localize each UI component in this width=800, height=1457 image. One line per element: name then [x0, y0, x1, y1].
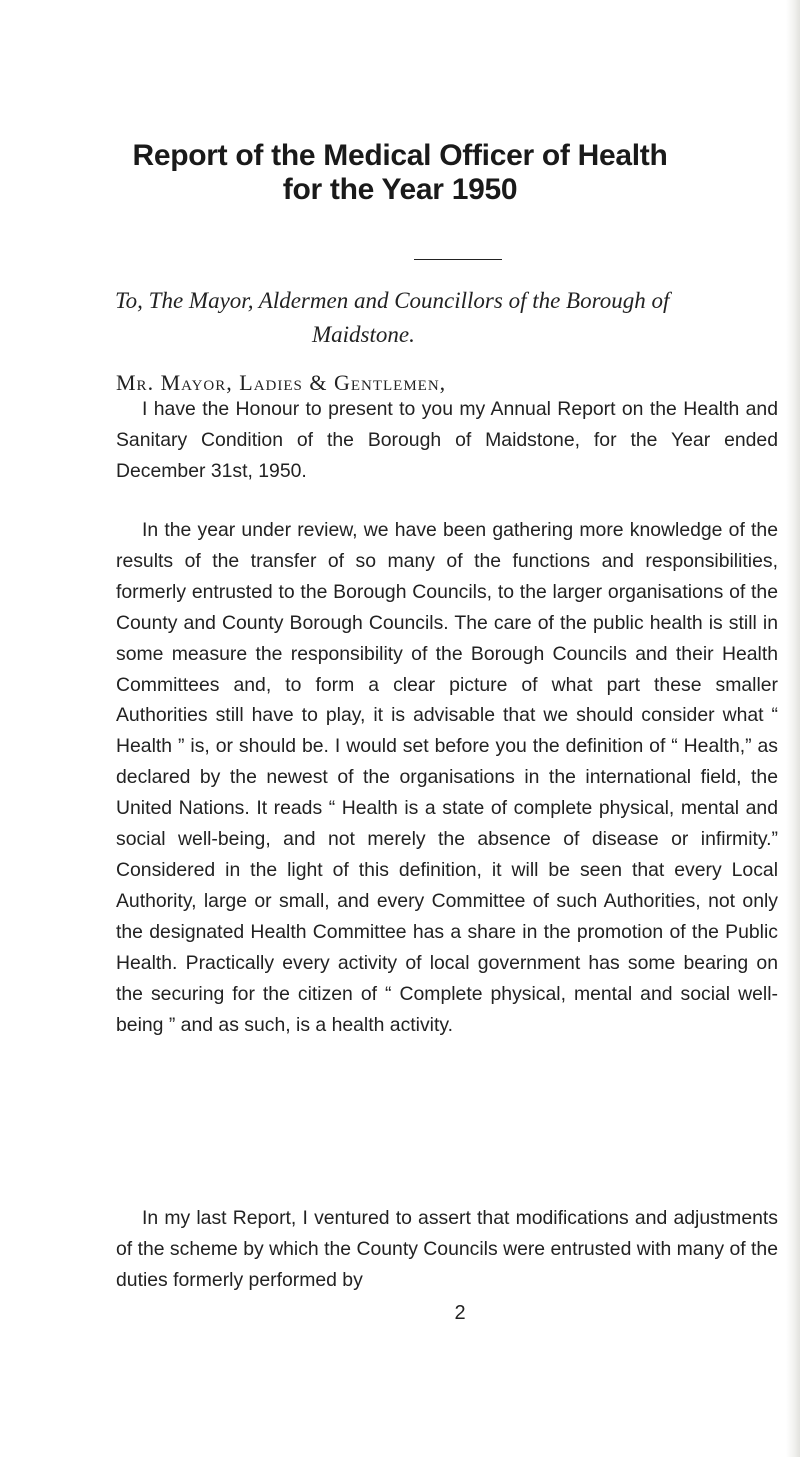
paragraph-last-report: In my last Report, I ventured to assert that modifications and adjustments of the scheme by which the County Councils were entrusted with many of the duties formerly performed by: [116, 1207, 778, 1291]
paragraph-intro: I have the Honour to present to you my Annual Report on the Health and Sanitary Condition of the Borough of Maidstone, for the Year ended December 31st, 1950.: [116, 398, 778, 482]
paragraph-review: In the year under review, we have been gathering more knowledge of the results of the transfer of so many of the functions and responsibilities, formerly entrusted to the Borough Councils, to the larger organisations of the County and County Borough Councils. The care of the public health is still in some measure the responsibility of the Borough Councils and their Health Committees and, to form a clear picture of what part these smaller Authorities still have to play, it is advisable that we should consider what “ Health ” is, or should be. I would set before you the definition of “ Health,” as declared by the newest of the organisations in the international field, the United Nations. It reads “ Health is a state of complete physical, mental and social well-being, and not merely the absence of disease or infirmity.” Considered in the light of this definition, it will be seen that every Local Authority, large or small, and every Committee of such Authorities, not only the designated Health Committee has a share in the promotion of the Public Health. Practically every activity of local government has some bearing on the securing for the citizen of “ Complete physical, mental and social well-being ” and as such, is a health activity.: [116, 519, 778, 1036]
address-line-1: To, The Mayor, Aldermen and Councillors of the Borough of: [115, 288, 670, 313]
address-line-2: Maidstone.: [312, 322, 415, 347]
report-title: Report of the Medical Officer of Health: [132, 139, 668, 172]
page-edge-shadow: [786, 0, 800, 1457]
page-number: 2: [454, 1302, 466, 1324]
report-year-subtitle: for the Year 1950: [282, 173, 518, 206]
salutation: Mr. Mayor, Ladies & Gentlemen,: [116, 370, 447, 395]
title-divider: [414, 259, 502, 260]
